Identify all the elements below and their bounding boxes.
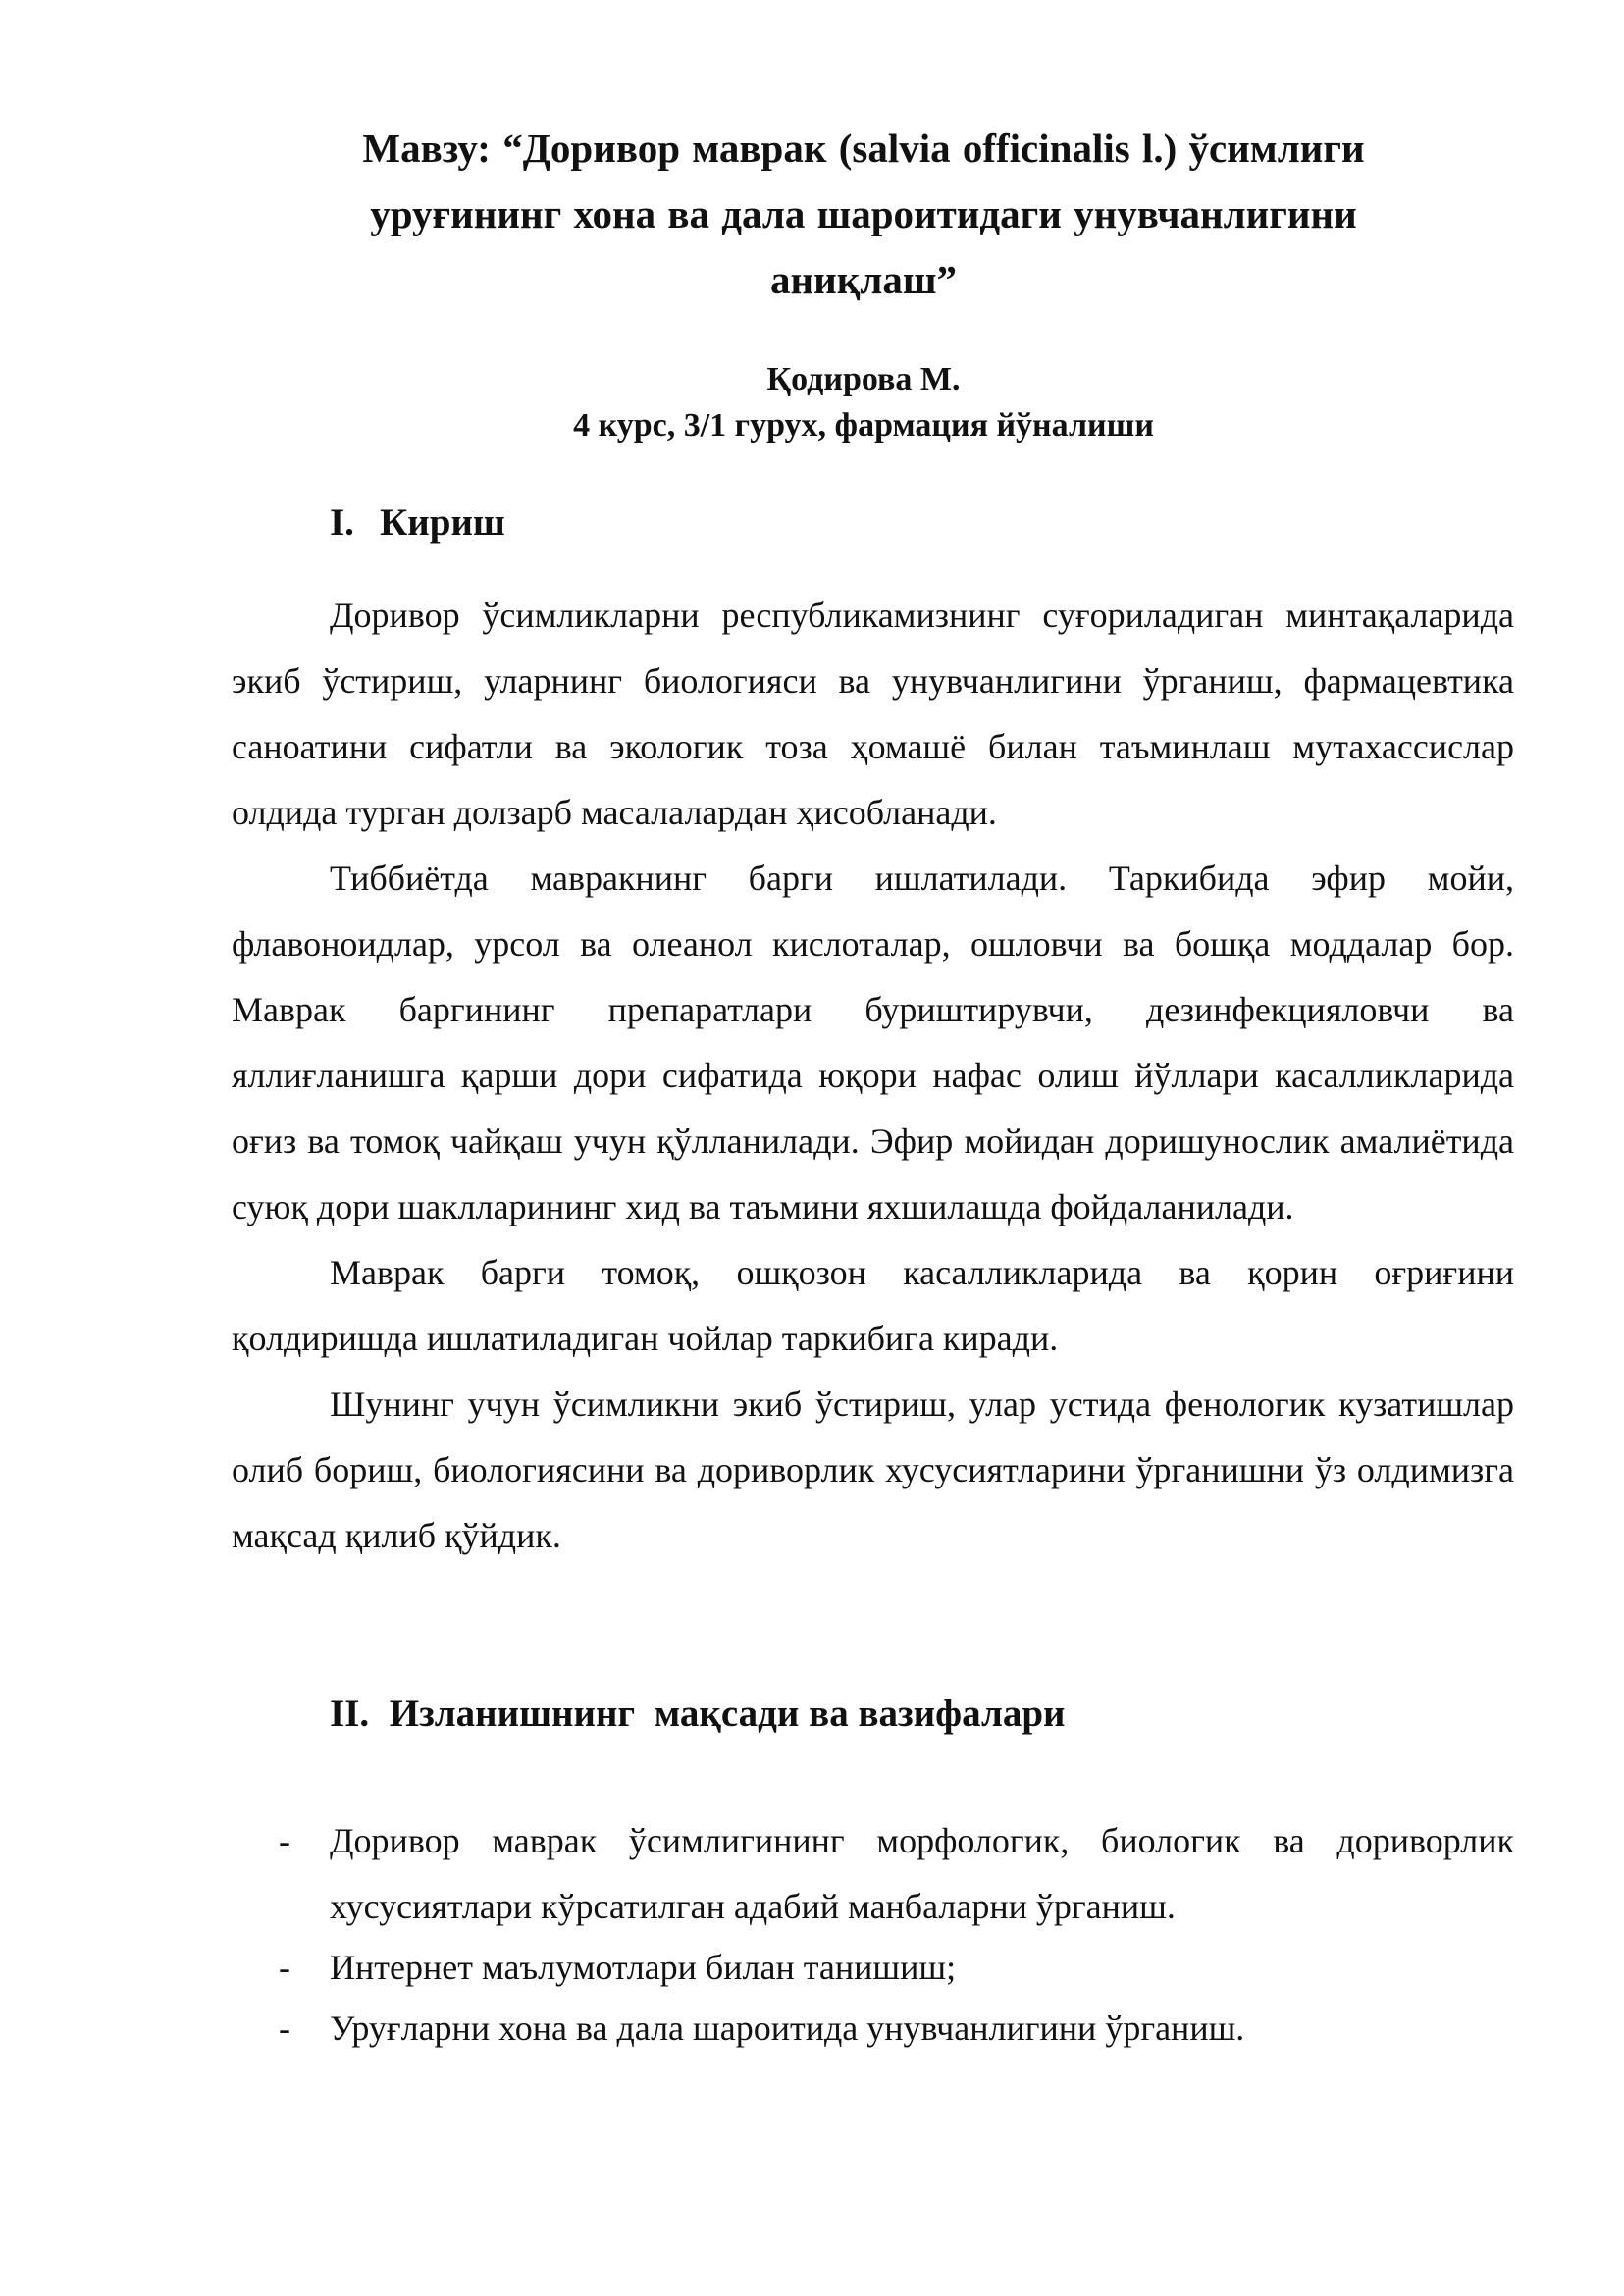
author-info: 4 курс, 3/1 гурух, фармация йўналиши: [573, 407, 1154, 444]
list-bullet: -: [279, 1821, 290, 1860]
author-block: [422, 356, 1305, 448]
list-bullet: -: [279, 2009, 290, 2048]
section-number: II.: [330, 1693, 370, 1735]
list-item-text: Интернет маълумотлари билан танишиш;: [330, 1948, 957, 1987]
paragraph: Тиббиётда мавракнинг барги ишлатилади. Таркибида эфир мойи, флавоноидлар, урсол ва олеанол кислоталар, ошловчи ва бошқа моддалар бор. Маврак баргининг препаратлари буриштирувчи, дезинфекцияловчи ва яллиғланишга қарши дори сифатида юқори нафас олиш йўллари касалликларида оғиз ва томоқ чайқаш учун қўлланилади. Эфир мойидан доришунослик амалиётида суюқ дори шаклларининг хид ва таъмини яхшилашда фойдаланилади.: [232, 859, 1514, 1226]
list-bullet: -: [279, 1948, 290, 1987]
list-item: [232, 1808, 1514, 1940]
paragraph: Шунинг учун ўсимликни экиб ўстириш, улар устида фенологик кузатишлар олиб бориш, биологиясини ва дориворлик хусусиятларини ўрганишни ўз олдимизга мақсад қилиб қўйдик.: [232, 1384, 1514, 1555]
list-item: [232, 1935, 1514, 2001]
list-item-text: Уруғларни хона ва дала шароитида унувчанлигини ўрганиш.: [330, 2009, 1245, 2048]
section-title: Изланишнинг мақсади ва вазифалари: [389, 1693, 1066, 1735]
document-title: Мавзу: “Доривор маврак (salvia officinalis l.) ўсимлиги уруғининг хона ва дала шароитидаги унувчанлигини аниқлаш”: [362, 126, 1365, 302]
section-number: I.: [330, 501, 354, 544]
introduction-body: [232, 583, 1514, 1569]
list-item-text: Доривор маврак ўсимлигининг морфологик, биологик ва дориворлик хусусиятлари кўрсатилган адабий манбаларни ўрганиш.: [330, 1821, 1514, 1926]
paragraph: Доривор ўсимликларни республикамизнинг суғориладиган минтақаларида экиб ўстириш, уларнинг биологияси ва унувчанлигини ўрганиш, фармацевтика саноатини сифатли ва экологик тоза ҳомашё билан таъминлаш мутахассислар олдида турган долзарб масалалардан ҳисобланади.: [232, 596, 1514, 832]
section-heading-goals: [330, 1690, 1066, 1739]
section-title: Кириш: [380, 501, 505, 544]
author-name: Қодирова М.: [766, 361, 961, 397]
paragraph: Маврак барги томоқ, ошқозон касалликларида ва қорин оғриғини қолдиришда ишлатиладиган чойлар таркибига киради.: [232, 1253, 1514, 1358]
section-heading-introduction: [330, 498, 505, 548]
list-item: [232, 1996, 1514, 2061]
task-list: [232, 1808, 1514, 2061]
